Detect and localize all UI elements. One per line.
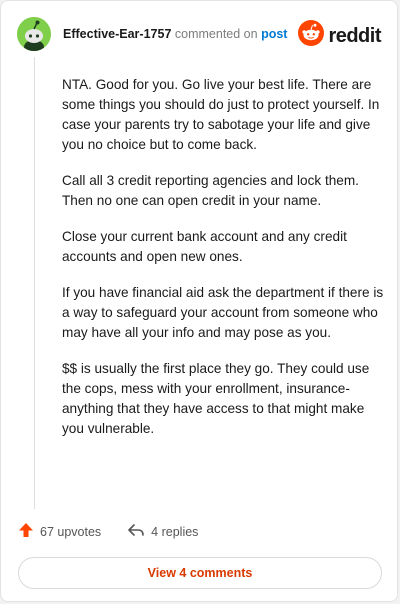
comment-meta xyxy=(63,26,287,42)
comment-body xyxy=(62,75,384,455)
comment-paragraph: Call all 3 credit reporting agencies and lock them. Then no one can open credit in your name. xyxy=(62,173,359,208)
reply-arrow-icon[interactable] xyxy=(127,522,145,541)
comment-paragraph: NTA. Good for you. Go live your best life. There are some things you should do just to protect yourself. In case your parents try to sabotage your life and give you no choice but to come back. xyxy=(62,77,380,152)
replies-action[interactable] xyxy=(127,522,198,541)
comment-paragraph: If you have financial aid ask the department if there is a way to safeguard your account from someone who may have all your info and may pose as you. xyxy=(62,285,384,340)
comment-actions xyxy=(18,522,198,541)
snoo-avatar-icon[interactable] xyxy=(17,17,51,51)
commented-on-label: commented on xyxy=(174,27,258,41)
thread-line[interactable] xyxy=(34,57,35,509)
post-link[interactable]: post xyxy=(261,27,288,41)
upvote-action[interactable] xyxy=(18,522,101,541)
comment-header xyxy=(17,17,381,51)
view-comments-button[interactable]: View 4 comments xyxy=(18,557,382,589)
username-link[interactable]: Effective-Ear-1757 xyxy=(63,27,172,41)
upvote-count: 67 upvotes xyxy=(40,524,102,539)
reddit-logo-icon xyxy=(298,20,324,51)
reddit-wordmark: reddit xyxy=(328,24,381,47)
reddit-brand[interactable] xyxy=(298,20,381,51)
comment-paragraph: $$ is usually the first place they go. They could use the cops, mess with your enrollment, insurance-anything that they have access to that might make you vulnerable. xyxy=(62,361,370,436)
comment-paragraph: Close your current bank account and any credit accounts and open new ones. xyxy=(62,229,347,264)
upvote-arrow-icon[interactable] xyxy=(18,522,34,541)
replies-count: 4 replies xyxy=(151,524,199,539)
